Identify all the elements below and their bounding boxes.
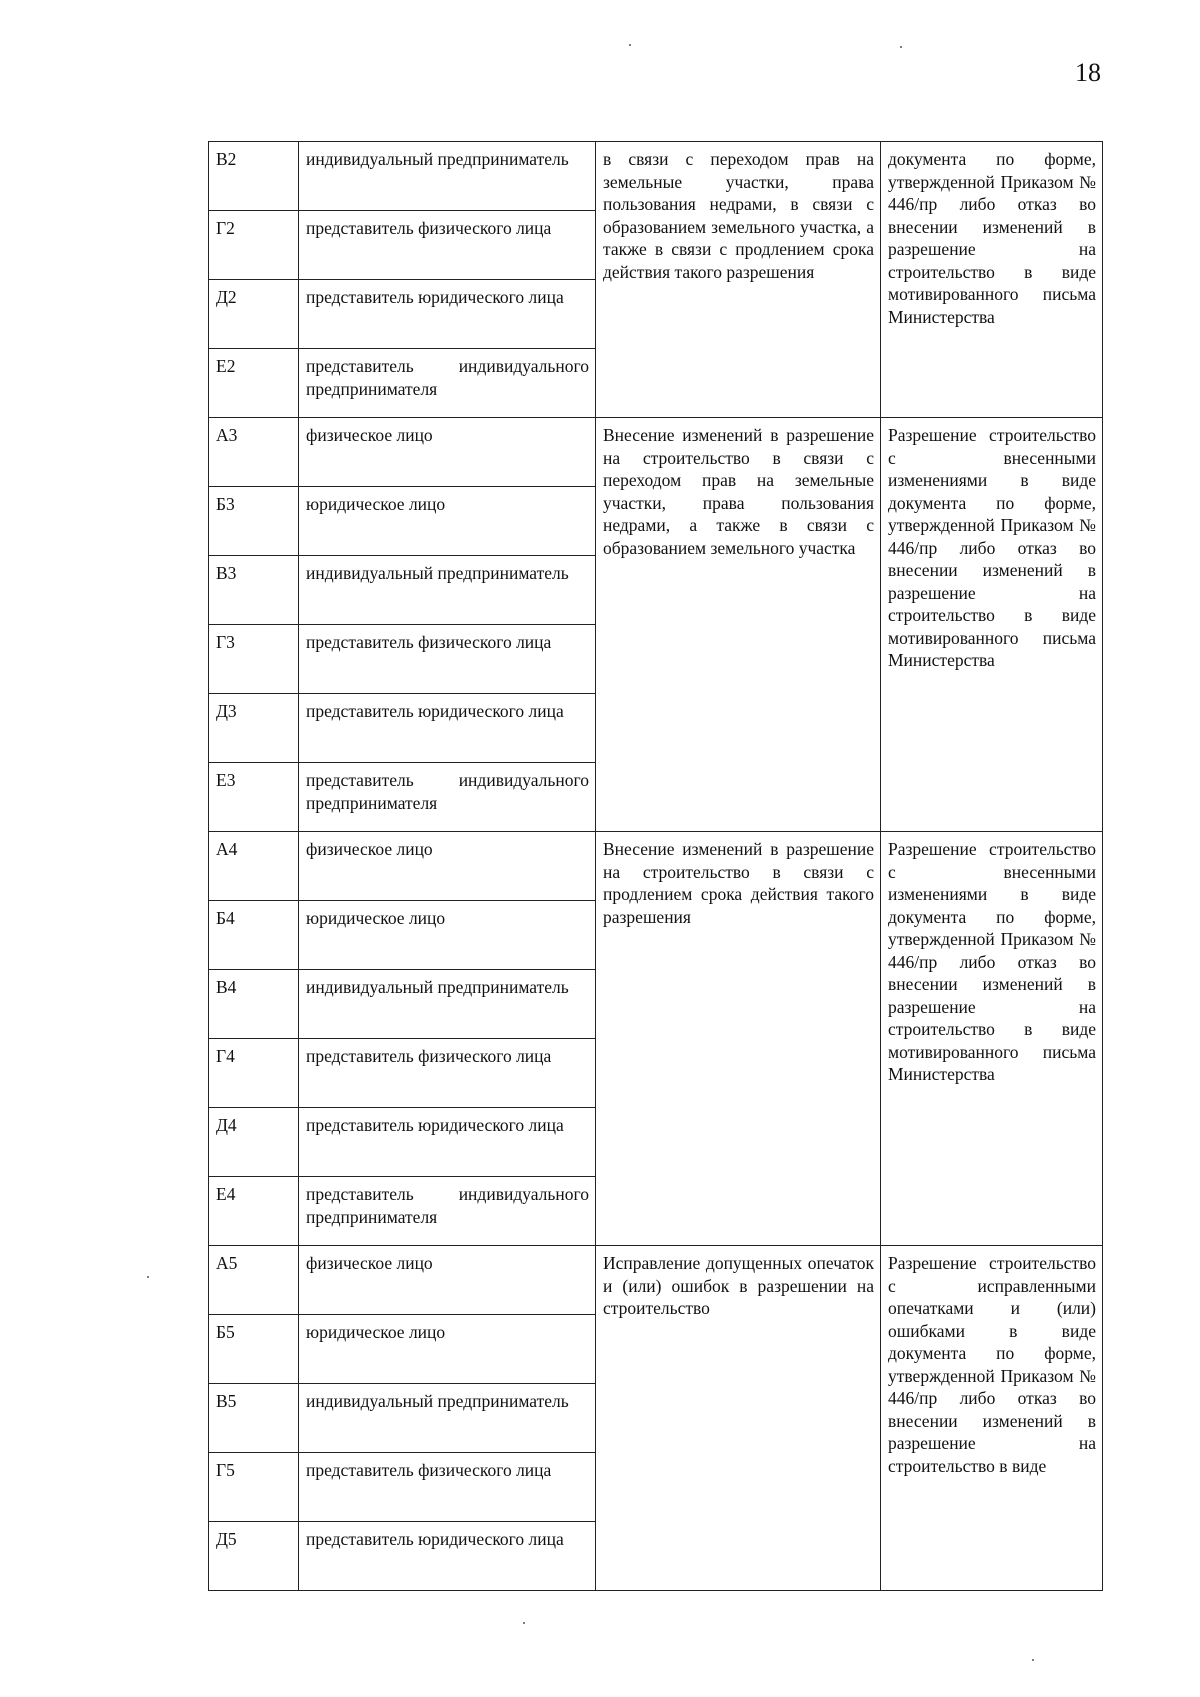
row-code: Г2 <box>209 211 299 280</box>
row-applicant: представитель индивидуального предпринимателя <box>299 1177 596 1246</box>
row-applicant: представитель юридического лица <box>299 1108 596 1177</box>
row-code: Г3 <box>209 625 299 694</box>
table-row <box>209 832 1103 901</box>
row-code: А3 <box>209 418 299 487</box>
row-code: Г4 <box>209 1039 299 1108</box>
row-applicant: индивидуальный предприниматель <box>299 142 596 211</box>
row-applicant: индивидуальный предприниматель <box>299 1384 596 1453</box>
row-applicant: представитель индивидуального предпринимателя <box>299 763 596 832</box>
scan-speck <box>900 46 902 48</box>
row-applicant: представитель физического лица <box>299 1453 596 1522</box>
service-result: Разрешение строительство с внесенными изменениями в виде документа по форме, утвержденной Приказом № 446/пр либо отказ во внесении изменений в разрешение на строительство в виде мотивированного письма Министерства <box>881 832 1103 1246</box>
service-result: документа по форме, утвержденной Приказом № 446/пр либо отказ во внесении изменений в разрешение на строительство в виде мотивированного письма Министерства <box>881 142 1103 418</box>
row-code: Б3 <box>209 487 299 556</box>
row-applicant: юридическое лицо <box>299 487 596 556</box>
row-code: Б5 <box>209 1315 299 1384</box>
row-code: Д2 <box>209 280 299 349</box>
row-applicant: представитель юридического лица <box>299 280 596 349</box>
service-result: Разрешение строительство с внесенными изменениями в виде документа по форме, утвержденной Приказом № 446/пр либо отказ во внесении изменений в разрешение на строительство в виде мотивированного письма Министерства <box>881 418 1103 832</box>
row-code: Е3 <box>209 763 299 832</box>
row-applicant: представитель физического лица <box>299 1039 596 1108</box>
table-row <box>209 418 1103 487</box>
table-row <box>209 142 1103 211</box>
row-code: В4 <box>209 970 299 1039</box>
row-code: В3 <box>209 556 299 625</box>
service-purpose: в связи с переходом прав на земельные участки, права пользования недрами, в связи с образованием земельного участка, а также в связи с продлением срока действия такого разрешения <box>596 142 881 418</box>
scan-speck <box>523 1622 525 1624</box>
row-code: Д4 <box>209 1108 299 1177</box>
row-code: Д5 <box>209 1522 299 1591</box>
services-table <box>208 141 1103 1591</box>
row-code: Г5 <box>209 1453 299 1522</box>
service-purpose: Внесение изменений в разрешение на строительство в связи с переходом прав на земельные участки, права пользования недрами, а также в связи с образованием земельного участка <box>596 418 881 832</box>
service-purpose: Внесение изменений в разрешение на строительство в связи с продлением срока действия такого разрешения <box>596 832 881 1246</box>
row-code: А5 <box>209 1246 299 1315</box>
service-result: Разрешение строительство с исправленными опечатками и (или) ошибками в виде документа по форме, утвержденной Приказом № 446/пр либо отказ во внесении изменений в разрешение на строительство в виде <box>881 1246 1103 1591</box>
table-body <box>209 142 1103 1591</box>
table-row <box>209 1246 1103 1315</box>
row-applicant: юридическое лицо <box>299 901 596 970</box>
scan-speck <box>629 44 631 46</box>
row-code: Б4 <box>209 901 299 970</box>
row-applicant: физическое лицо <box>299 418 596 487</box>
row-applicant: физическое лицо <box>299 1246 596 1315</box>
row-code: В5 <box>209 1384 299 1453</box>
scan-speck <box>147 1276 149 1278</box>
row-applicant: представитель юридического лица <box>299 1522 596 1591</box>
page-number: 18 <box>1075 58 1101 87</box>
row-code: Е4 <box>209 1177 299 1246</box>
row-applicant: индивидуальный предприниматель <box>299 970 596 1039</box>
service-purpose: Исправление допущенных опечаток и (или) ошибок в разрешении на строительство <box>596 1246 881 1591</box>
row-applicant: представитель индивидуального предпринимателя <box>299 349 596 418</box>
row-applicant: юридическое лицо <box>299 1315 596 1384</box>
row-applicant: представитель физического лица <box>299 625 596 694</box>
row-applicant: представитель физического лица <box>299 211 596 280</box>
row-code: Е2 <box>209 349 299 418</box>
row-applicant: индивидуальный предприниматель <box>299 556 596 625</box>
row-applicant: физическое лицо <box>299 832 596 901</box>
scan-speck <box>1032 1659 1034 1661</box>
row-code: Д3 <box>209 694 299 763</box>
row-code: В2 <box>209 142 299 211</box>
row-applicant: представитель юридического лица <box>299 694 596 763</box>
row-code: А4 <box>209 832 299 901</box>
